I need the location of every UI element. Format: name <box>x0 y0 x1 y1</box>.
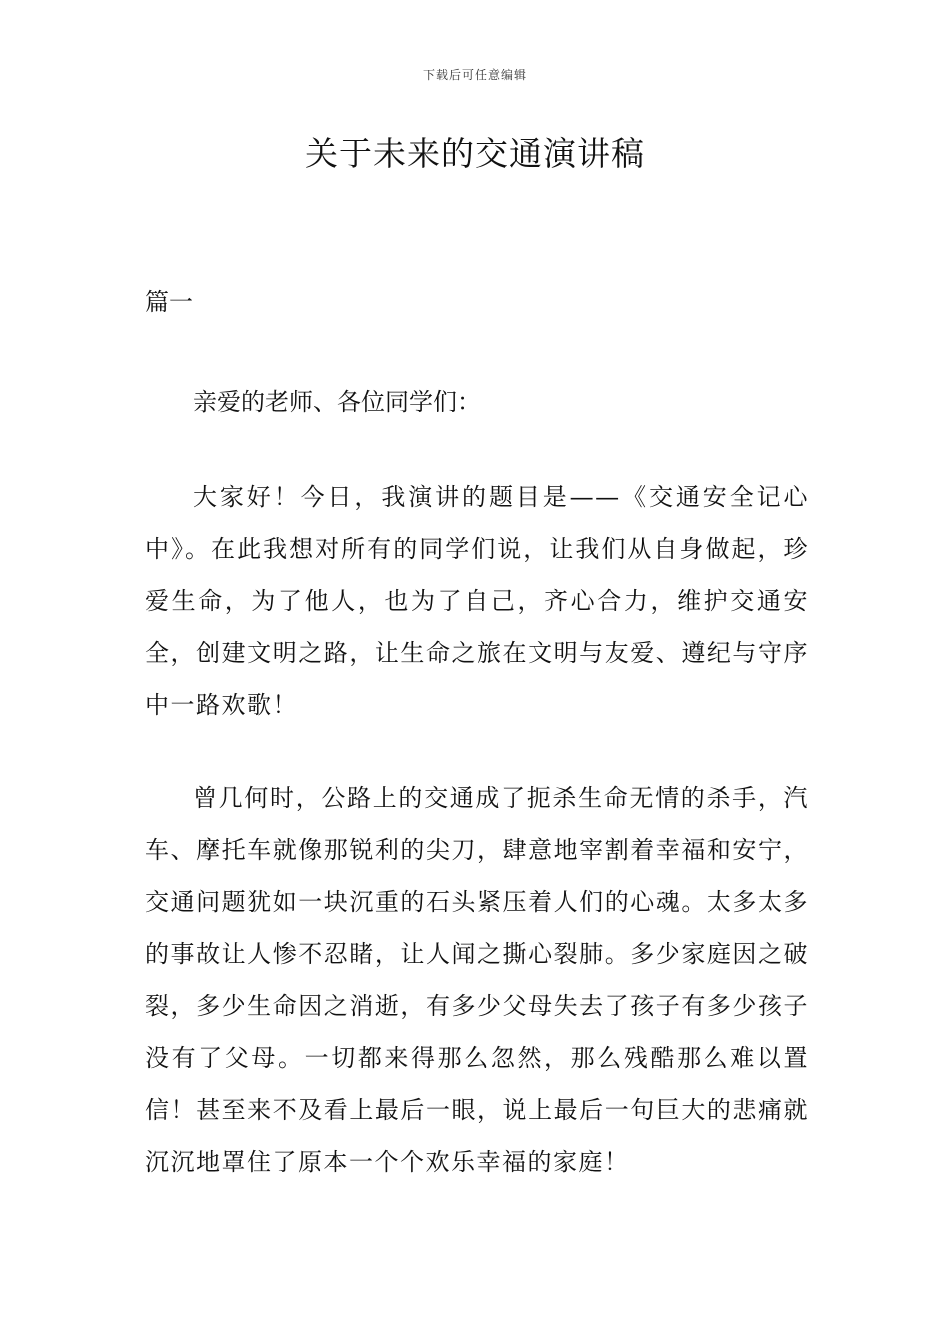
header-note: 下载后可任意编辑 <box>422 68 527 82</box>
greeting-line: 亲爱的老师、各位同学们： <box>193 388 481 416</box>
document-title: 关于未来的交通演讲稿 <box>305 134 645 173</box>
paragraph: 曾几何时，公路上的交通成了扼杀生命无情的杀手，汽车、摩托车就像那锐利的尖刀，肆意地宰割着幸福和安宁，交通问题犹如一块沉重的石头紧压着人们的心魂。太多太多的事故让人惨不忍睹，让人闻之撕心裂肺。多少家庭因之破裂，多少生命因之消逝，有多少父母失去了孩子有多少孩子没有了父母。一切都来得那么忽然，那么残酷那么难以置信！甚至来不及看上最后一眼，说上最后一句巨大的悲痛就沉沉地罩住了原本一个个欢乐幸福的家庭！ <box>145 784 809 1176</box>
section-label: 篇一 <box>145 288 193 316</box>
paragraph: 大家好！今日，我演讲的题目是——《交通安全记心中》。在此我想对所有的同学们说，让我们从自身做起，珍爱生命，为了他人，也为了自己，齐心合力，维护交通安全，创建文明之路，让生命之旅在文明与友爱、遵纪与守序中一路欢歌！ <box>145 483 809 719</box>
